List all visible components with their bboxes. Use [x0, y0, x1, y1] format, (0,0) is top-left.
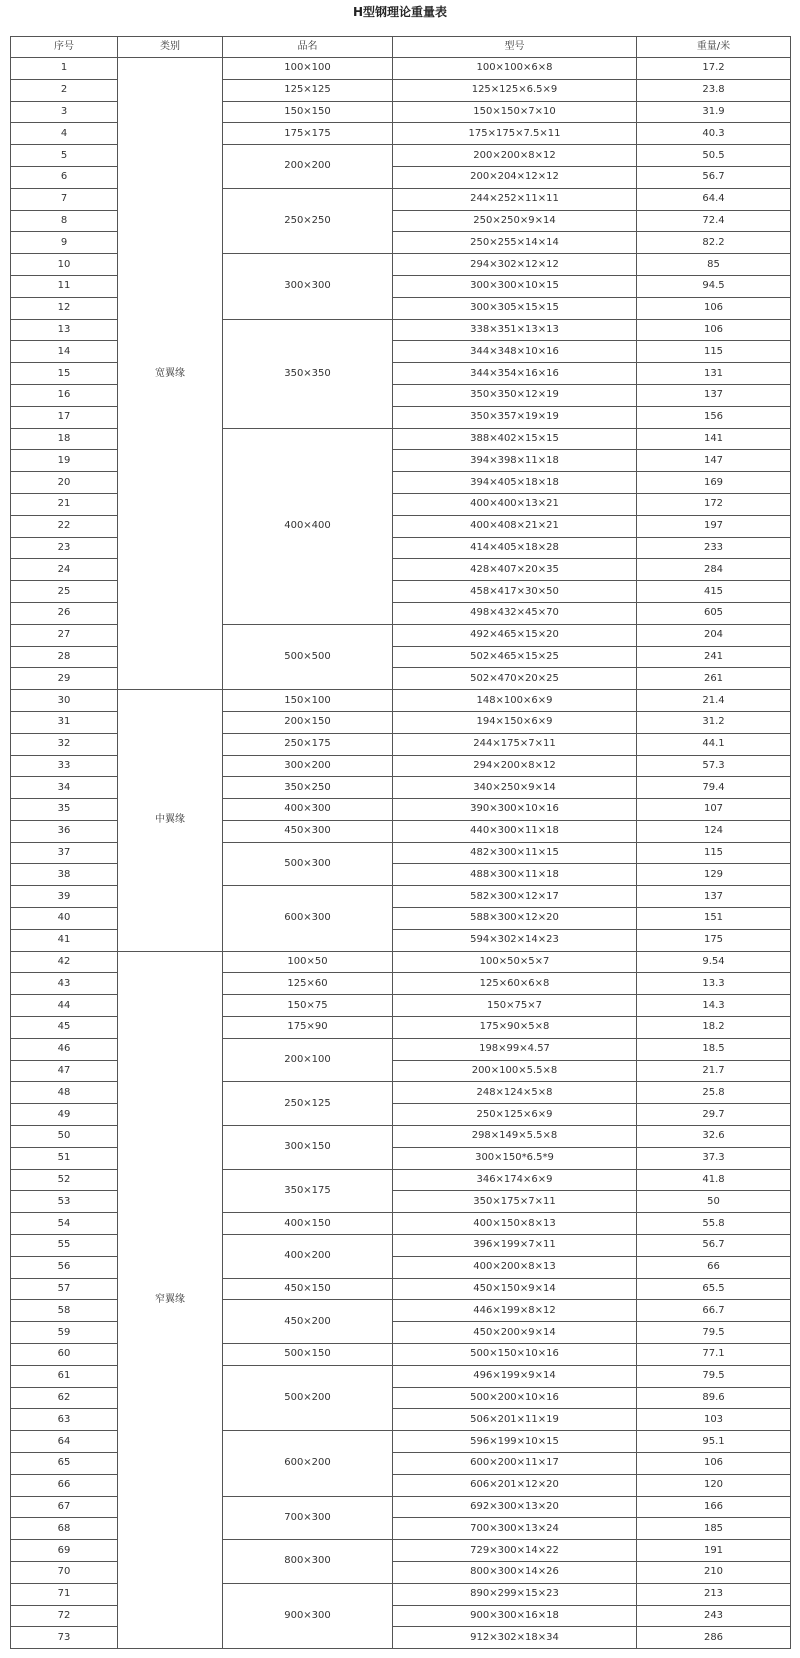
model-cell: 400×150×8×13 [393, 1213, 637, 1235]
serial-number-cell: 14 [11, 341, 118, 363]
product-name-cell: 500×300 [223, 842, 393, 886]
weight-cell: 115 [637, 341, 791, 363]
weight-cell: 56.7 [637, 166, 791, 188]
serial-number-cell: 64 [11, 1431, 118, 1453]
serial-number-cell: 3 [11, 101, 118, 123]
product-name-cell: 200×200 [223, 145, 393, 189]
model-cell: 596×199×10×15 [393, 1431, 637, 1453]
serial-number-cell: 62 [11, 1387, 118, 1409]
serial-number-cell: 57 [11, 1278, 118, 1300]
weight-cell: 131 [637, 363, 791, 385]
model-cell: 244×175×7×11 [393, 733, 637, 755]
model-cell: 250×250×9×14 [393, 210, 637, 232]
model-cell: 394×398×11×18 [393, 450, 637, 472]
weight-cell: 241 [637, 646, 791, 668]
model-cell: 350×357×19×19 [393, 406, 637, 428]
product-name-cell: 450×150 [223, 1278, 393, 1300]
model-cell: 350×350×12×19 [393, 384, 637, 406]
model-cell: 428×407×20×35 [393, 559, 637, 581]
weight-cell: 79.5 [637, 1365, 791, 1387]
serial-number-cell: 47 [11, 1060, 118, 1082]
serial-number-cell: 8 [11, 210, 118, 232]
serial-number-cell: 60 [11, 1344, 118, 1366]
weight-cell: 31.9 [637, 101, 791, 123]
serial-number-cell: 52 [11, 1169, 118, 1191]
product-name-cell: 150×150 [223, 101, 393, 123]
serial-number-cell: 23 [11, 537, 118, 559]
model-cell: 394×405×18×18 [393, 472, 637, 494]
serial-number-cell: 18 [11, 428, 118, 450]
product-name-cell: 400×400 [223, 428, 393, 624]
product-name-cell: 450×200 [223, 1300, 393, 1344]
serial-number-cell: 67 [11, 1496, 118, 1518]
weight-cell: 65.5 [637, 1278, 791, 1300]
serial-number-cell: 32 [11, 733, 118, 755]
model-cell: 194×150×6×9 [393, 711, 637, 733]
serial-number-cell: 43 [11, 973, 118, 995]
serial-number-cell: 31 [11, 711, 118, 733]
serial-number-cell: 9 [11, 232, 118, 254]
product-name-cell: 100×50 [223, 951, 393, 973]
model-cell: 250×255×14×14 [393, 232, 637, 254]
weight-cell: 21.7 [637, 1060, 791, 1082]
category-cell: 窄翼缘 [118, 951, 223, 1649]
model-cell: 100×50×5×7 [393, 951, 637, 973]
weight-cell: 64.4 [637, 188, 791, 210]
weight-cell: 9.54 [637, 951, 791, 973]
model-cell: 346×174×6×9 [393, 1169, 637, 1191]
model-cell: 400×408×21×21 [393, 515, 637, 537]
weight-cell: 55.8 [637, 1213, 791, 1235]
serial-number-cell: 12 [11, 297, 118, 319]
model-cell: 912×302×18×34 [393, 1627, 637, 1649]
weight-cell: 124 [637, 820, 791, 842]
weight-cell: 106 [637, 1453, 791, 1475]
model-cell: 150×150×7×10 [393, 101, 637, 123]
weight-table [10, 36, 791, 1649]
serial-number-cell: 19 [11, 450, 118, 472]
serial-number-cell: 24 [11, 559, 118, 581]
weight-cell: 18.2 [637, 1017, 791, 1039]
model-cell: 294×200×8×12 [393, 755, 637, 777]
model-cell: 900×300×16×18 [393, 1605, 637, 1627]
weight-cell: 56.7 [637, 1235, 791, 1257]
product-name-cell: 175×90 [223, 1017, 393, 1039]
model-cell: 446×199×8×12 [393, 1300, 637, 1322]
weight-cell: 169 [637, 472, 791, 494]
product-name-cell: 600×300 [223, 886, 393, 951]
model-cell: 492×465×15×20 [393, 624, 637, 646]
weight-cell: 175 [637, 929, 791, 951]
product-name-cell: 400×150 [223, 1213, 393, 1235]
serial-number-cell: 37 [11, 842, 118, 864]
table-body [11, 58, 791, 1649]
weight-cell: 66 [637, 1256, 791, 1278]
weight-cell: 120 [637, 1474, 791, 1496]
product-name-cell: 400×300 [223, 799, 393, 821]
weight-cell: 40.3 [637, 123, 791, 145]
serial-number-cell: 30 [11, 690, 118, 712]
model-cell: 500×200×10×16 [393, 1387, 637, 1409]
model-cell: 482×300×11×15 [393, 842, 637, 864]
serial-number-cell: 55 [11, 1235, 118, 1257]
weight-cell: 191 [637, 1540, 791, 1562]
serial-number-cell: 70 [11, 1561, 118, 1583]
serial-number-cell: 45 [11, 1017, 118, 1039]
serial-number-cell: 54 [11, 1213, 118, 1235]
weight-cell: 243 [637, 1605, 791, 1627]
serial-number-cell: 50 [11, 1126, 118, 1148]
product-name-cell: 500×200 [223, 1365, 393, 1430]
model-cell: 692×300×13×20 [393, 1496, 637, 1518]
model-cell: 400×400×13×21 [393, 493, 637, 515]
model-cell: 400×200×8×13 [393, 1256, 637, 1278]
model-cell: 488×300×11×18 [393, 864, 637, 886]
serial-number-cell: 53 [11, 1191, 118, 1213]
serial-number-cell: 34 [11, 777, 118, 799]
weight-cell: 77.1 [637, 1344, 791, 1366]
model-cell: 294×302×12×12 [393, 254, 637, 276]
serial-number-cell: 59 [11, 1322, 118, 1344]
model-cell: 450×200×9×14 [393, 1322, 637, 1344]
model-cell: 502×470×20×25 [393, 668, 637, 690]
header-product-name: 品名 [223, 37, 393, 58]
model-cell: 300×305×15×15 [393, 297, 637, 319]
weight-cell: 115 [637, 842, 791, 864]
model-cell: 175×175×7.5×11 [393, 123, 637, 145]
model-cell: 344×348×10×16 [393, 341, 637, 363]
model-cell: 498×432×45×70 [393, 602, 637, 624]
model-cell: 496×199×9×14 [393, 1365, 637, 1387]
product-name-cell: 500×150 [223, 1344, 393, 1366]
weight-cell: 23.8 [637, 79, 791, 101]
model-cell: 890×299×15×23 [393, 1583, 637, 1605]
product-name-cell: 400×200 [223, 1235, 393, 1279]
weight-cell: 261 [637, 668, 791, 690]
product-name-cell: 300×200 [223, 755, 393, 777]
weight-cell: 103 [637, 1409, 791, 1431]
model-cell: 125×60×6×8 [393, 973, 637, 995]
model-cell: 340×250×9×14 [393, 777, 637, 799]
model-cell: 198×99×4.57 [393, 1038, 637, 1060]
serial-number-cell: 38 [11, 864, 118, 886]
category-cell: 宽翼缘 [118, 58, 223, 690]
model-cell: 125×125×6.5×9 [393, 79, 637, 101]
weight-cell: 107 [637, 799, 791, 821]
serial-number-cell: 58 [11, 1300, 118, 1322]
weight-cell: 13.3 [637, 973, 791, 995]
serial-number-cell: 13 [11, 319, 118, 341]
model-cell: 440×300×11×18 [393, 820, 637, 842]
weight-cell: 29.7 [637, 1104, 791, 1126]
model-cell: 414×405×18×28 [393, 537, 637, 559]
serial-number-cell: 4 [11, 123, 118, 145]
model-cell: 244×252×11×11 [393, 188, 637, 210]
serial-number-cell: 28 [11, 646, 118, 668]
weight-cell: 41.8 [637, 1169, 791, 1191]
serial-number-cell: 56 [11, 1256, 118, 1278]
weight-cell: 17.2 [637, 58, 791, 80]
weight-cell: 25.8 [637, 1082, 791, 1104]
serial-number-cell: 39 [11, 886, 118, 908]
weight-cell: 37.3 [637, 1147, 791, 1169]
product-name-cell: 250×250 [223, 188, 393, 253]
model-cell: 300×300×10×15 [393, 275, 637, 297]
weight-cell: 284 [637, 559, 791, 581]
product-name-cell: 125×125 [223, 79, 393, 101]
serial-number-cell: 69 [11, 1540, 118, 1562]
serial-number-cell: 21 [11, 493, 118, 515]
serial-number-cell: 10 [11, 254, 118, 276]
table-row [11, 951, 791, 973]
serial-number-cell: 72 [11, 1605, 118, 1627]
serial-number-cell: 5 [11, 145, 118, 167]
serial-number-cell: 17 [11, 406, 118, 428]
serial-number-cell: 73 [11, 1627, 118, 1649]
model-cell: 390×300×10×16 [393, 799, 637, 821]
model-cell: 729×300×14×22 [393, 1540, 637, 1562]
serial-number-cell: 1 [11, 58, 118, 80]
weight-cell: 172 [637, 493, 791, 515]
model-cell: 396×199×7×11 [393, 1235, 637, 1257]
model-cell: 450×150×9×14 [393, 1278, 637, 1300]
product-name-cell: 175×175 [223, 123, 393, 145]
header-row [11, 37, 791, 58]
model-cell: 594×302×14×23 [393, 929, 637, 951]
model-cell: 582×300×12×17 [393, 886, 637, 908]
weight-cell: 106 [637, 297, 791, 319]
serial-number-cell: 46 [11, 1038, 118, 1060]
category-cell: 中翼缘 [118, 690, 223, 952]
model-cell: 298×149×5.5×8 [393, 1126, 637, 1148]
header-serial-number: 序号 [11, 37, 118, 58]
product-name-cell: 150×75 [223, 995, 393, 1017]
weight-cell: 79.4 [637, 777, 791, 799]
serial-number-cell: 66 [11, 1474, 118, 1496]
weight-cell: 82.2 [637, 232, 791, 254]
weight-cell: 94.5 [637, 275, 791, 297]
product-name-cell: 900×300 [223, 1583, 393, 1648]
model-cell: 350×175×7×11 [393, 1191, 637, 1213]
product-name-cell: 450×300 [223, 820, 393, 842]
serial-number-cell: 68 [11, 1518, 118, 1540]
model-cell: 300×150*6.5*9 [393, 1147, 637, 1169]
weight-cell: 85 [637, 254, 791, 276]
serial-number-cell: 42 [11, 951, 118, 973]
table-row [11, 690, 791, 712]
model-cell: 458×417×30×50 [393, 581, 637, 603]
weight-cell: 14.3 [637, 995, 791, 1017]
weight-cell: 147 [637, 450, 791, 472]
serial-number-cell: 61 [11, 1365, 118, 1387]
weight-cell: 286 [637, 1627, 791, 1649]
model-cell: 606×201×12×20 [393, 1474, 637, 1496]
model-cell: 175×90×5×8 [393, 1017, 637, 1039]
serial-number-cell: 44 [11, 995, 118, 1017]
serial-number-cell: 71 [11, 1583, 118, 1605]
product-name-cell: 150×100 [223, 690, 393, 712]
page-title: H型钢理论重量表 [352, 5, 448, 19]
product-name-cell: 500×500 [223, 624, 393, 689]
weight-cell: 129 [637, 864, 791, 886]
model-cell: 200×204×12×12 [393, 166, 637, 188]
serial-number-cell: 63 [11, 1409, 118, 1431]
weight-cell: 18.5 [637, 1038, 791, 1060]
weight-cell: 50.5 [637, 145, 791, 167]
product-name-cell: 600×200 [223, 1431, 393, 1496]
model-cell: 148×100×6×9 [393, 690, 637, 712]
product-name-cell: 200×150 [223, 711, 393, 733]
weight-cell: 204 [637, 624, 791, 646]
serial-number-cell: 40 [11, 908, 118, 930]
weight-cell: 57.3 [637, 755, 791, 777]
serial-number-cell: 51 [11, 1147, 118, 1169]
serial-number-cell: 41 [11, 929, 118, 951]
serial-number-cell: 7 [11, 188, 118, 210]
weight-cell: 32.6 [637, 1126, 791, 1148]
product-name-cell: 350×350 [223, 319, 393, 428]
weight-cell: 44.1 [637, 733, 791, 755]
header-weight-per-meter: 重量/米 [637, 37, 791, 58]
model-cell: 250×125×6×9 [393, 1104, 637, 1126]
weight-cell: 415 [637, 581, 791, 603]
serial-number-cell: 29 [11, 668, 118, 690]
model-cell: 100×100×6×8 [393, 58, 637, 80]
header-category: 类别 [118, 37, 223, 58]
serial-number-cell: 6 [11, 166, 118, 188]
product-name-cell: 200×100 [223, 1038, 393, 1082]
weight-cell: 213 [637, 1583, 791, 1605]
weight-cell: 79.5 [637, 1322, 791, 1344]
product-name-cell: 250×175 [223, 733, 393, 755]
serial-number-cell: 2 [11, 79, 118, 101]
serial-number-cell: 33 [11, 755, 118, 777]
weight-cell: 185 [637, 1518, 791, 1540]
serial-number-cell: 15 [11, 363, 118, 385]
product-name-cell: 700×300 [223, 1496, 393, 1540]
weight-cell: 21.4 [637, 690, 791, 712]
weight-cell: 66.7 [637, 1300, 791, 1322]
product-name-cell: 350×250 [223, 777, 393, 799]
serial-number-cell: 20 [11, 472, 118, 494]
product-name-cell: 300×300 [223, 254, 393, 319]
product-name-cell: 250×125 [223, 1082, 393, 1126]
model-cell: 502×465×15×25 [393, 646, 637, 668]
weight-cell: 233 [637, 537, 791, 559]
model-cell: 200×200×8×12 [393, 145, 637, 167]
weight-cell: 141 [637, 428, 791, 450]
model-cell: 150×75×7 [393, 995, 637, 1017]
weight-cell: 210 [637, 1561, 791, 1583]
product-name-cell: 100×100 [223, 58, 393, 80]
model-cell: 338×351×13×13 [393, 319, 637, 341]
serial-number-cell: 26 [11, 602, 118, 624]
product-name-cell: 350×175 [223, 1169, 393, 1213]
serial-number-cell: 35 [11, 799, 118, 821]
product-name-cell: 800×300 [223, 1540, 393, 1584]
serial-number-cell: 36 [11, 820, 118, 842]
model-cell: 344×354×16×16 [393, 363, 637, 385]
weight-cell: 137 [637, 886, 791, 908]
weight-cell: 197 [637, 515, 791, 537]
serial-number-cell: 16 [11, 384, 118, 406]
serial-number-cell: 27 [11, 624, 118, 646]
weight-cell: 156 [637, 406, 791, 428]
serial-number-cell: 48 [11, 1082, 118, 1104]
model-cell: 600×200×11×17 [393, 1453, 637, 1475]
serial-number-cell: 25 [11, 581, 118, 603]
serial-number-cell: 22 [11, 515, 118, 537]
model-cell: 588×300×12×20 [393, 908, 637, 930]
model-cell: 200×100×5.5×8 [393, 1060, 637, 1082]
model-cell: 388×402×15×15 [393, 428, 637, 450]
weight-cell: 72.4 [637, 210, 791, 232]
weight-cell: 31.2 [637, 711, 791, 733]
product-name-cell: 125×60 [223, 973, 393, 995]
model-cell: 248×124×5×8 [393, 1082, 637, 1104]
weight-cell: 95.1 [637, 1431, 791, 1453]
serial-number-cell: 11 [11, 275, 118, 297]
weight-cell: 166 [637, 1496, 791, 1518]
header-model: 型号 [393, 37, 637, 58]
weight-cell: 50 [637, 1191, 791, 1213]
weight-cell: 106 [637, 319, 791, 341]
model-cell: 700×300×13×24 [393, 1518, 637, 1540]
serial-number-cell: 65 [11, 1453, 118, 1475]
weight-cell: 137 [637, 384, 791, 406]
weight-cell: 605 [637, 602, 791, 624]
table-header [11, 37, 791, 58]
weight-cell: 89.6 [637, 1387, 791, 1409]
serial-number-cell: 49 [11, 1104, 118, 1126]
model-cell: 500×150×10×16 [393, 1344, 637, 1366]
model-cell: 800×300×14×26 [393, 1561, 637, 1583]
weight-cell: 151 [637, 908, 791, 930]
product-name-cell: 300×150 [223, 1126, 393, 1170]
model-cell: 506×201×11×19 [393, 1409, 637, 1431]
table-row [11, 58, 791, 80]
